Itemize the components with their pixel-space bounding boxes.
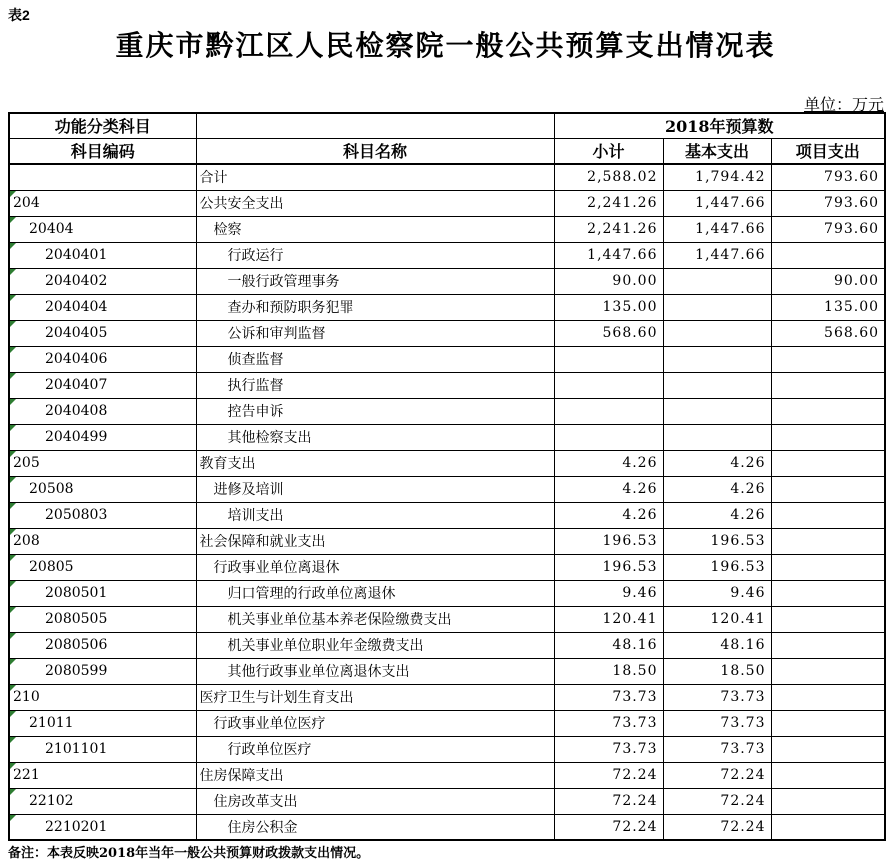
subject-name-cell xyxy=(196,554,554,580)
basic-expenditure-value: 72.24 xyxy=(663,762,771,788)
table-row xyxy=(9,372,885,398)
subject-code-cell xyxy=(9,710,196,736)
subtotal-value: 72.24 xyxy=(554,788,663,814)
excel-error-indicator-icon xyxy=(10,763,16,769)
project-expenditure-value xyxy=(771,450,885,476)
project-expenditure-value: 568.60 xyxy=(771,320,885,346)
table-row xyxy=(9,684,885,710)
project-expenditure-value xyxy=(771,788,885,814)
excel-error-indicator-icon xyxy=(10,737,16,743)
excel-error-indicator-icon xyxy=(10,373,16,379)
table-row xyxy=(9,476,885,502)
excel-error-indicator-icon xyxy=(10,217,16,223)
project-expenditure-value xyxy=(771,476,885,502)
subject-name: 教育支出 xyxy=(199,456,256,472)
table-row xyxy=(9,190,885,216)
subject-code: 210 xyxy=(13,689,40,705)
subject-code: 2040407 xyxy=(45,377,108,393)
budget-table-header xyxy=(9,113,885,164)
excel-error-indicator-icon xyxy=(10,503,16,509)
subtotal-value: 2,241.26 xyxy=(554,216,663,242)
subtotal-value: 4.26 xyxy=(554,502,663,528)
subject-code-cell xyxy=(9,372,196,398)
table-row xyxy=(9,424,885,450)
subject-name: 行政事业单位医疗 xyxy=(213,716,326,732)
table-row xyxy=(9,814,885,840)
subject-name: 检察 xyxy=(213,222,242,238)
basic-expenditure-value: 1,447.66 xyxy=(663,216,771,242)
basic-expenditure-value: 9.46 xyxy=(663,580,771,606)
subject-name-cell xyxy=(196,736,554,762)
project-expenditure-value: 793.60 xyxy=(771,164,885,190)
project-expenditure-value xyxy=(771,502,885,528)
project-expenditure-value xyxy=(771,606,885,632)
basic-expenditure-value xyxy=(663,424,771,450)
subject-name-cell xyxy=(196,814,554,840)
subject-code-cell xyxy=(9,762,196,788)
subject-code-cell xyxy=(9,320,196,346)
subtotal-value: 135.00 xyxy=(554,294,663,320)
subtotal-value: 18.50 xyxy=(554,658,663,684)
subject-code: 2040406 xyxy=(45,351,108,367)
subject-code: 2080501 xyxy=(45,585,108,601)
subject-name-cell xyxy=(196,398,554,424)
subject-code: 205 xyxy=(13,455,40,471)
basic-expenditure-value: 72.24 xyxy=(663,788,771,814)
subject-code-cell xyxy=(9,658,196,684)
basic-expenditure-value: 72.24 xyxy=(663,814,771,840)
subject-code: 2040401 xyxy=(45,247,108,263)
subject-code: 208 xyxy=(13,533,40,549)
subject-name-cell xyxy=(196,528,554,554)
subject-code-cell xyxy=(9,736,196,762)
subtotal-value xyxy=(554,372,663,398)
subject-name-cell xyxy=(196,216,554,242)
subject-name-cell xyxy=(196,320,554,346)
table-row xyxy=(9,450,885,476)
basic-expenditure-value: 1,447.66 xyxy=(663,242,771,268)
subject-code: 21011 xyxy=(29,715,74,731)
project-expenditure-value xyxy=(771,658,885,684)
basic-expenditure-value: 196.53 xyxy=(663,554,771,580)
project-expenditure-value xyxy=(771,814,885,840)
subject-name-cell xyxy=(196,632,554,658)
table-row xyxy=(9,632,885,658)
excel-error-indicator-icon xyxy=(10,581,16,587)
basic-expenditure-value xyxy=(663,320,771,346)
subject-name-cell xyxy=(196,580,554,606)
basic-expenditure-value: 73.73 xyxy=(663,710,771,736)
basic-expenditure-value: 120.41 xyxy=(663,606,771,632)
subject-code-cell xyxy=(9,190,196,216)
subject-name: 机关事业单位职业年金缴费支出 xyxy=(227,638,424,654)
excel-error-indicator-icon xyxy=(10,451,16,457)
subtotal-value: 4.26 xyxy=(554,450,663,476)
subtotal-value: 9.46 xyxy=(554,580,663,606)
subject-name: 控告申诉 xyxy=(227,404,284,420)
basic-expenditure-value xyxy=(663,372,771,398)
project-expenditure-value: 793.60 xyxy=(771,216,885,242)
header-spacer-cell xyxy=(196,113,554,138)
subject-code: 2210201 xyxy=(45,818,108,835)
excel-error-indicator-icon xyxy=(10,815,16,821)
header-row-1 xyxy=(9,113,885,138)
basic-expenditure-value xyxy=(663,294,771,320)
subject-name: 查办和预防职务犯罪 xyxy=(227,300,354,316)
basic-expenditure-value: 1,794.42 xyxy=(663,164,771,190)
subject-code: 2080506 xyxy=(45,637,108,653)
project-expenditure-value: 135.00 xyxy=(771,294,885,320)
subject-code-cell xyxy=(9,216,196,242)
subject-name-cell xyxy=(196,710,554,736)
subject-name-cell xyxy=(196,762,554,788)
subject-name-cell xyxy=(196,476,554,502)
subject-name-cell xyxy=(196,242,554,268)
excel-error-indicator-icon xyxy=(10,607,16,613)
subject-code-cell xyxy=(9,502,196,528)
basic-expenditure-value: 4.26 xyxy=(663,502,771,528)
subject-name-cell xyxy=(196,788,554,814)
table-row xyxy=(9,346,885,372)
project-expenditure-value: 90.00 xyxy=(771,268,885,294)
subject-code-cell xyxy=(9,814,196,840)
table-row xyxy=(9,528,885,554)
subject-code: 2040499 xyxy=(45,429,108,445)
subject-name: 归口管理的行政单位离退休 xyxy=(227,586,396,602)
unit-note: 单位：万元 xyxy=(803,95,884,114)
basic-expenditure-value: 4.26 xyxy=(663,476,771,502)
table-row xyxy=(9,242,885,268)
subject-code-cell xyxy=(9,788,196,814)
subject-code-cell xyxy=(9,268,196,294)
excel-error-indicator-icon xyxy=(10,477,16,483)
subject-name-cell xyxy=(196,346,554,372)
project-expenditure-value xyxy=(771,372,885,398)
subject-name-cell xyxy=(196,164,554,190)
excel-error-indicator-icon xyxy=(10,685,16,691)
subtotal-value: 73.73 xyxy=(554,710,663,736)
table-row xyxy=(9,268,885,294)
subtotal-value: 196.53 xyxy=(554,528,663,554)
basic-expenditure-value xyxy=(663,398,771,424)
subtotal-value xyxy=(554,346,663,372)
subject-name-cell xyxy=(196,450,554,476)
subject-code-cell xyxy=(9,476,196,502)
subject-name-cell xyxy=(196,606,554,632)
subject-code-cell xyxy=(9,684,196,710)
subject-code: 2040404 xyxy=(45,299,108,315)
excel-error-indicator-icon xyxy=(10,243,16,249)
subtotal-value: 73.73 xyxy=(554,736,663,762)
subtotal-value: 1,447.66 xyxy=(554,242,663,268)
project-expenditure-value xyxy=(771,632,885,658)
header-subject-name: 科目名称 xyxy=(196,138,554,164)
excel-error-indicator-icon xyxy=(10,399,16,405)
header-function-category: 功能分类科目 xyxy=(9,113,196,138)
subject-name-cell xyxy=(196,190,554,216)
excel-error-indicator-icon xyxy=(10,659,16,665)
table-row xyxy=(9,710,885,736)
subject-code: 2040405 xyxy=(45,325,108,341)
subject-name: 医疗卫生与计划生育支出 xyxy=(199,690,354,706)
basic-expenditure-value: 18.50 xyxy=(663,658,771,684)
subject-name: 行政单位医疗 xyxy=(227,742,312,758)
project-expenditure-value xyxy=(771,346,885,372)
budget-table-body xyxy=(9,164,885,840)
subtotal-value: 196.53 xyxy=(554,554,663,580)
subtotal-value: 72.24 xyxy=(554,762,663,788)
table-row xyxy=(9,736,885,762)
project-expenditure-value xyxy=(771,580,885,606)
table-row xyxy=(9,554,885,580)
subtotal-value xyxy=(554,424,663,450)
subject-name: 合计 xyxy=(199,170,228,187)
basic-expenditure-value xyxy=(663,346,771,372)
subject-name: 机关事业单位基本养老保险缴费支出 xyxy=(227,612,452,628)
excel-error-indicator-icon xyxy=(10,191,16,197)
subject-code-cell xyxy=(9,450,196,476)
footnote: 备注：本表反映2018年当年一般公共预算财政拨款支出情况。 xyxy=(8,846,370,861)
basic-expenditure-value xyxy=(663,268,771,294)
subtotal-value: 568.60 xyxy=(554,320,663,346)
subtotal-value: 4.26 xyxy=(554,476,663,502)
project-expenditure-value xyxy=(771,736,885,762)
excel-error-indicator-icon xyxy=(10,789,16,795)
subject-name: 侦查监督 xyxy=(227,352,284,368)
excel-error-indicator-icon xyxy=(10,711,16,717)
subject-name: 住房公积金 xyxy=(227,819,298,836)
subtotal-value: 72.24 xyxy=(554,814,663,840)
subject-code: 2050803 xyxy=(45,507,108,523)
subject-code: 20805 xyxy=(29,559,74,575)
project-expenditure-value xyxy=(771,242,885,268)
excel-error-indicator-icon xyxy=(10,295,16,301)
subject-code: 2040402 xyxy=(45,273,108,289)
basic-expenditure-value: 73.73 xyxy=(663,684,771,710)
project-expenditure-value xyxy=(771,684,885,710)
subject-code: 2040408 xyxy=(45,403,108,419)
subject-code-cell xyxy=(9,528,196,554)
subject-name: 社会保障和就业支出 xyxy=(199,534,326,550)
subject-code-cell xyxy=(9,398,196,424)
subtotal-value: 90.00 xyxy=(554,268,663,294)
subject-name-cell xyxy=(196,372,554,398)
header-subject-code: 科目编码 xyxy=(9,138,196,164)
basic-expenditure-value: 1,447.66 xyxy=(663,190,771,216)
table-row xyxy=(9,788,885,814)
subject-name-cell xyxy=(196,684,554,710)
basic-expenditure-value: 48.16 xyxy=(663,632,771,658)
subject-code: 2101101 xyxy=(45,741,108,757)
subtotal-value: 48.16 xyxy=(554,632,663,658)
subject-name-cell xyxy=(196,658,554,684)
subtotal-value: 2,588.02 xyxy=(554,164,663,190)
header-subtotal: 小计 xyxy=(554,138,663,164)
subject-code-cell xyxy=(9,424,196,450)
subtotal-value: 120.41 xyxy=(554,606,663,632)
subject-name: 其他检察支出 xyxy=(227,430,312,446)
header-year-budget: 2018年预算数 xyxy=(554,113,885,138)
subject-code-cell xyxy=(9,242,196,268)
subject-name-cell xyxy=(196,502,554,528)
subject-code: 20404 xyxy=(29,221,74,237)
subject-name: 公诉和审判监督 xyxy=(227,326,326,342)
subject-code-cell xyxy=(9,580,196,606)
subject-code: 204 xyxy=(13,195,40,211)
basic-expenditure-value: 73.73 xyxy=(663,736,771,762)
table-row xyxy=(9,294,885,320)
subject-code: 22102 xyxy=(29,793,74,809)
subject-code-cell xyxy=(9,554,196,580)
header-project-expenditure: 项目支出 xyxy=(771,138,885,164)
subject-name: 执行监督 xyxy=(227,378,284,394)
subject-name: 一般行政管理事务 xyxy=(227,274,340,290)
project-expenditure-value xyxy=(771,554,885,580)
excel-error-indicator-icon xyxy=(10,347,16,353)
table-row xyxy=(9,606,885,632)
subject-code-cell xyxy=(9,164,196,190)
table-row xyxy=(9,398,885,424)
table-row xyxy=(9,164,885,190)
subject-code-cell xyxy=(9,346,196,372)
subject-code-cell xyxy=(9,632,196,658)
project-expenditure-value xyxy=(771,398,885,424)
subject-name: 公共安全支出 xyxy=(199,196,284,212)
project-expenditure-value xyxy=(771,710,885,736)
basic-expenditure-value: 4.26 xyxy=(663,450,771,476)
subject-code: 2080505 xyxy=(45,611,108,627)
subject-code: 221 xyxy=(13,767,40,783)
project-expenditure-value xyxy=(771,424,885,450)
table-row xyxy=(9,658,885,684)
excel-error-indicator-icon xyxy=(10,529,16,535)
project-expenditure-value xyxy=(771,762,885,788)
excel-error-indicator-icon xyxy=(10,269,16,275)
subject-name: 住房保障支出 xyxy=(199,768,284,784)
excel-error-indicator-icon xyxy=(10,321,16,327)
subtotal-value xyxy=(554,398,663,424)
table-row xyxy=(9,320,885,346)
subject-name-cell xyxy=(196,294,554,320)
table-row xyxy=(9,762,885,788)
subject-name: 行政运行 xyxy=(227,248,284,264)
subject-name-cell xyxy=(196,268,554,294)
subject-code-cell xyxy=(9,606,196,632)
subtotal-value: 73.73 xyxy=(554,684,663,710)
budget-table xyxy=(8,112,886,841)
header-basic-expenditure: 基本支出 xyxy=(663,138,771,164)
subject-code: 20508 xyxy=(29,481,74,497)
excel-error-indicator-icon xyxy=(10,633,16,639)
project-expenditure-value xyxy=(771,528,885,554)
project-expenditure-value: 793.60 xyxy=(771,190,885,216)
table-row xyxy=(9,216,885,242)
sheet-tag: 表2 xyxy=(8,7,30,23)
header-row-2 xyxy=(9,138,885,164)
subject-name: 培训支出 xyxy=(227,508,284,524)
subject-name: 行政事业单位离退休 xyxy=(213,560,340,576)
subject-code-cell xyxy=(9,294,196,320)
subject-name: 其他行政事业单位离退休支出 xyxy=(227,664,410,680)
page-title: 重庆市黔江区人民检察院一般公共预算支出情况表 xyxy=(115,30,776,61)
subject-code: 2080599 xyxy=(45,663,108,679)
subject-name: 住房改革支出 xyxy=(213,794,298,810)
basic-expenditure-value: 196.53 xyxy=(663,528,771,554)
subject-name: 进修及培训 xyxy=(213,482,284,498)
table-row xyxy=(9,580,885,606)
subtotal-value: 2,241.26 xyxy=(554,190,663,216)
excel-error-indicator-icon xyxy=(10,555,16,561)
excel-error-indicator-icon xyxy=(10,425,16,431)
subject-name-cell xyxy=(196,424,554,450)
table-row xyxy=(9,502,885,528)
